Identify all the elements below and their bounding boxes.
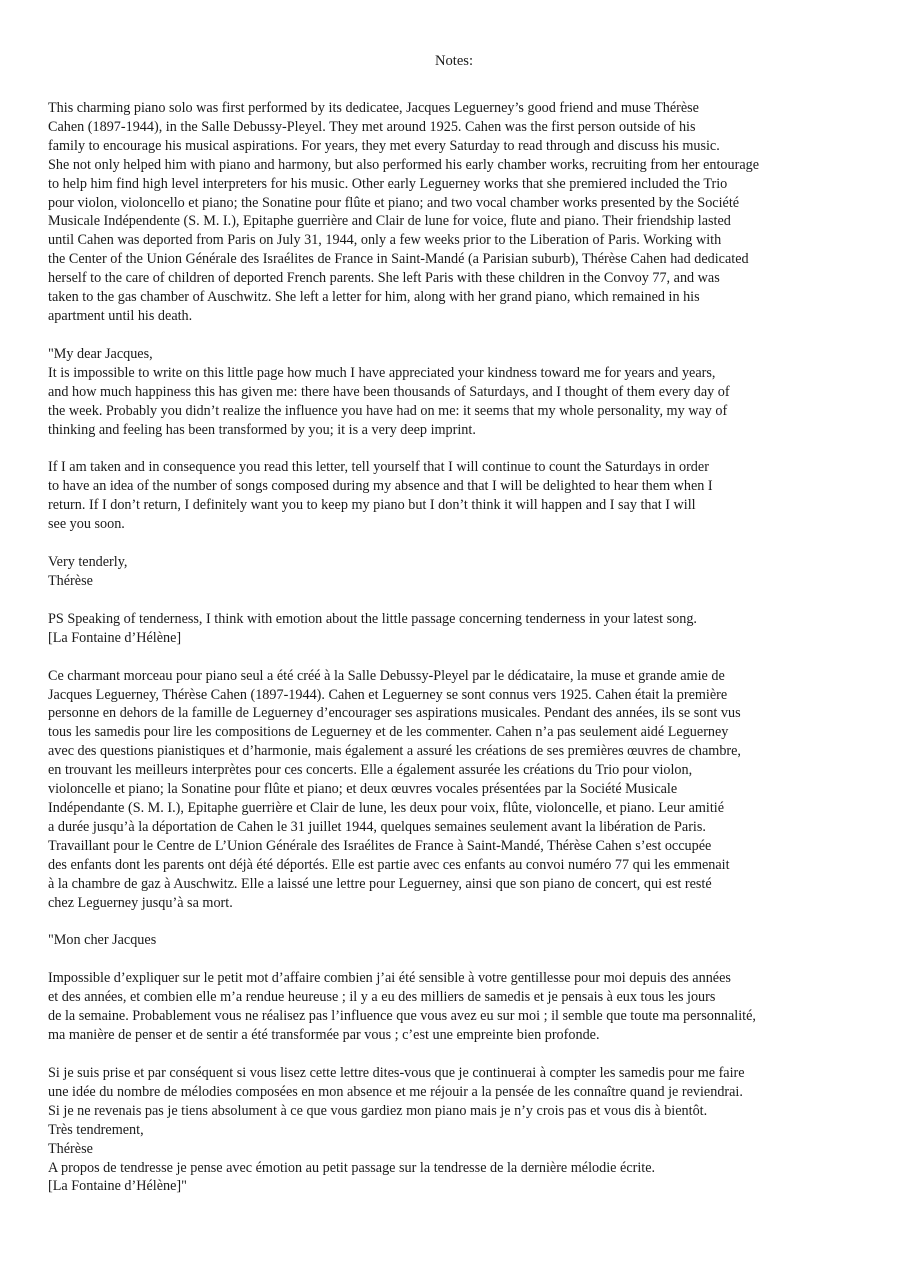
- text-line: If I am taken and in consequence you read this letter, tell yourself that I will continue to count the Saturdays in order: [48, 459, 709, 476]
- text-line: Indépendante (S. M. I.), Epitaphe guerrière et Clair de lune, les deux pour voix, flûte, violoncelle, et piano. Leur amitié: [48, 800, 725, 816]
- text-line: en trouvant les meilleurs interprètes pour ces concerts. Elle a également assurée les créations du Trio pour violon,: [48, 762, 693, 779]
- text-line: [La Fontaine d’Hélène]: [48, 629, 182, 646]
- text-line: une idée du nombre de mélodies composées en mon absence et me réjouir a la pensée de les connaître quand je reviendrai.: [48, 1083, 743, 1100]
- text-line: Jacques Leguerney, Thérèse Cahen (1897-1944). Cahen et Leguerney se sont connus vers 1925. Cahen était la première: [48, 686, 728, 703]
- text-line: à la chambre de gaz à Auschwitz. Elle a laissé une lettre pour Leguerney, ainsi que son piano de concert, qui est resté: [48, 875, 712, 892]
- text-line: Thérèse: [48, 572, 93, 589]
- text-line: to help him find high level interpreters for his music. Other early Leguerney works that she premiered included the Trio: [48, 175, 728, 192]
- text-line: et des années, et combien elle m’a rendue heureuse ; il y a eu des milliers de samedis et je pensais à eux tous les jours: [48, 989, 716, 1006]
- text-line: Impossible d’expliquer sur le petit mot d’affaire combien j’ai été sensible à votre gentillesse pour moi depuis des années: [48, 970, 731, 987]
- english-intro-paragraph: [48, 99, 860, 326]
- text-line: Cahen (1897-1944), in the Salle Debussy-Pleyel. They met around 1925. Cahen was the first person outside of his: [48, 118, 696, 135]
- text-line: Si je ne revenais pas je tiens absolument à ce que vous gardiez mon piano mais je n’y crois pas et vous dis à bientôt.: [48, 1102, 708, 1119]
- text-line: Travaillant pour le Centre de L’Union Générale des Israélites de France à Saint-Mandé, Thérèse Cahen s’est occupée: [48, 837, 712, 854]
- text-line: herself to the care of children of deported French parents. She left Paris with these children in the Convoy 77, and was: [48, 270, 720, 287]
- text-line: and how much happiness this has given me: there have been thousands of Saturdays, and I thought of them every day of: [48, 383, 730, 400]
- text-line: until Cahen was deported from Paris on July 31, 1944, only a few weeks prior to the Liberation of Paris. Working with: [48, 232, 722, 249]
- english-letter-closing: [48, 553, 860, 591]
- text-line: the Center of the Union Générale des Israélites de France in Saint-Mandé (a Parisian suburb), Thérèse Cahen had dedicated: [48, 251, 749, 268]
- text-line: Si je suis prise et par conséquent si vous lisez cette lettre dites-vous que je continuerai à compter les samedis pour me faire: [48, 1064, 745, 1081]
- text-line: Thérèse: [48, 1140, 93, 1157]
- french-letter-paragraph-1: [48, 969, 860, 1045]
- text-line: thinking and feeling has been transformed by you; it is a very deep imprint.: [48, 421, 476, 438]
- text-line: Très tendrement,: [48, 1121, 144, 1138]
- text-line: violoncelle et piano; la Sonatine pour flûte et piano; et deux œuvres vocales présentées par la Société Musicale: [48, 781, 678, 798]
- french-letter-paragraph-2: [48, 1064, 860, 1196]
- text-line: the week. Probably you didn’t realize the influence you have had on me: it seems that my whole personality, my way of: [48, 402, 728, 419]
- text-line: Ce charmant morceau pour piano seul a été créé à la Salle Debussy-Pleyel par le dédicataire, la muse et grande amie de: [48, 667, 725, 684]
- text-line: de la semaine. Probablement vous ne réalisez pas l’influence que vous avez eu sur moi ; il semble que toute ma personnalité,: [48, 1008, 756, 1025]
- text-line: Musicale Indépendente (S. M. I.), Epitaphe guerrière and Clair de lune for voice, flute and piano. Their friendship lasted: [48, 213, 731, 230]
- english-letter-paragraph-2: [48, 458, 860, 534]
- text-line: apartment until his death.: [48, 307, 193, 324]
- text-line: avec des questions pianistiques et d’harmonie, mais également a assuré les créations de ses premières œuvres de chambre,: [48, 743, 741, 760]
- french-intro-paragraph: [48, 667, 860, 913]
- text-line: Very tenderly,: [48, 554, 128, 571]
- text-line: This charming piano solo was first performed by its dedicatee, Jacques Leguerney’s good friend and muse Thérèse: [48, 100, 699, 116]
- page-title: Notes:: [434, 53, 474, 69]
- english-postscript: [48, 610, 860, 648]
- text-line: [La Fontaine d’Hélène]": [48, 1178, 187, 1195]
- text-line: see you soon.: [48, 516, 125, 533]
- text-line: taken to the gas chamber of Auschwitz. She left a letter for him, along with her grand piano, which remained in his: [48, 289, 700, 306]
- text-line: return. If I don’t return, I definitely want you to keep my piano but I don’t think it will happen and I say that I will: [48, 497, 696, 514]
- text-line: tous les samedis pour lire les compositions de Leguerney et de les commenter. Cahen n’a pas seulement aidé Leguerney: [48, 724, 729, 741]
- text-line: personne en dehors de la famille de Leguerney d’encourager ses aspirations musicales. Pendant des années, ils se sont vus: [48, 705, 741, 722]
- text-line: A propos de tendresse je pense avec émotion au petit passage sur la tendresse de la dernière mélodie écrite.: [48, 1159, 656, 1176]
- text-line: She not only helped him with piano and harmony, but also performed his early chamber works, recruiting from her entourage: [48, 156, 760, 173]
- text-line: chez Leguerney jusqu’à sa mort.: [48, 894, 233, 911]
- text-line: des enfants dont les parents ont déjà été déportés. Elle est partie avec ces enfants au convoi numéro 77 qui les emmenait: [48, 856, 730, 873]
- text-line: "My dear Jacques,: [48, 345, 153, 362]
- french-letter-salutation: [48, 931, 860, 950]
- text-line: a durée jusqu’à la déportation de Cahen le 31 juillet 1944, quelques semaines seulement avant la libération de Paris.: [48, 818, 706, 835]
- text-line: PS Speaking of tenderness, I think with emotion about the little passage concerning tenderness in your latest song.: [48, 610, 697, 627]
- text-line: ma manière de penser et de sentir a été transformée par vous ; c’est une empreinte bien profonde.: [48, 1027, 600, 1044]
- text-line: family to encourage his musical aspirations. For years, they met every Saturday to read through and discuss his music.: [48, 137, 720, 154]
- text-line: It is impossible to write on this little page how much I have appreciated your kindness toward me for years and years,: [48, 364, 716, 381]
- english-letter-paragraph-1: [48, 345, 860, 440]
- text-line: "Mon cher Jacques: [48, 932, 157, 949]
- text-line: to have an idea of the number of songs composed during my absence and that I will be delighted to hear them when I: [48, 478, 713, 495]
- text-line: pour violon, violoncello et piano; the Sonatine pour flûte et piano; and two vocal chamber works presented by the Société: [48, 194, 740, 211]
